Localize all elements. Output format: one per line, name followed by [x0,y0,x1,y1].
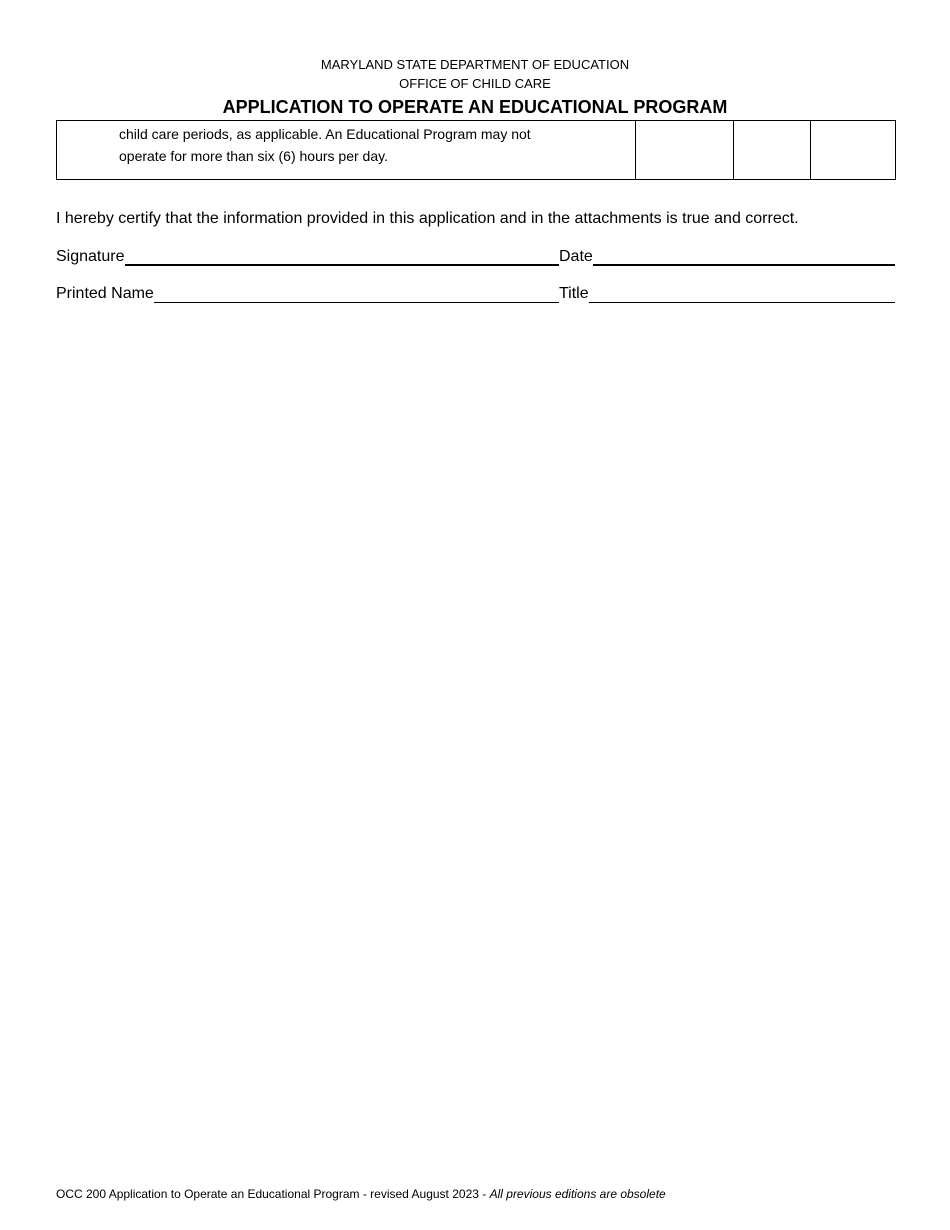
requirements-table-continued [56,120,896,180]
date-line[interactable] [593,246,895,266]
requirement-text-cell [57,121,636,180]
response-cell[interactable] [636,121,734,180]
requirement-text-line: child care periods, as applicable. An Educational Program may not [119,126,531,142]
printed-name-line[interactable] [154,283,559,303]
response-cell[interactable] [811,121,896,180]
title-line[interactable] [589,283,895,303]
form-title: APPLICATION TO OPERATE AN EDUCATIONAL PROGRAM [222,97,728,117]
date-field[interactable] [559,246,895,266]
certification-statement: I hereby certify that the information provided in this application and in the attachments is true and correct. [56,210,799,227]
printed-name-label: Printed Name [56,285,154,302]
title-label: Title [559,285,589,302]
date-label: Date [559,248,593,265]
agency-name: MARYLAND STATE DEPARTMENT OF EDUCATION [320,57,630,72]
signature-line[interactable] [125,246,560,266]
footer-obsolete-note: All previous editions are obsolete [489,1187,666,1201]
signature-label: Signature [56,248,125,265]
office-name: OFFICE OF CHILD CARE [399,76,551,91]
signature-field[interactable] [56,246,559,266]
title-field[interactable] [559,283,895,303]
response-cell[interactable] [734,121,811,180]
printed-name-field[interactable] [56,283,559,303]
signature-row [56,246,895,270]
printed-name-row [56,283,895,307]
table-row [57,121,896,180]
requirement-text-line: operate for more than six (6) hours per day. [119,148,388,164]
page-footer [56,1186,666,1202]
footer-form-info: OCC 200 Application to Operate an Educational Program - revised August 2023 - [56,1187,490,1201]
